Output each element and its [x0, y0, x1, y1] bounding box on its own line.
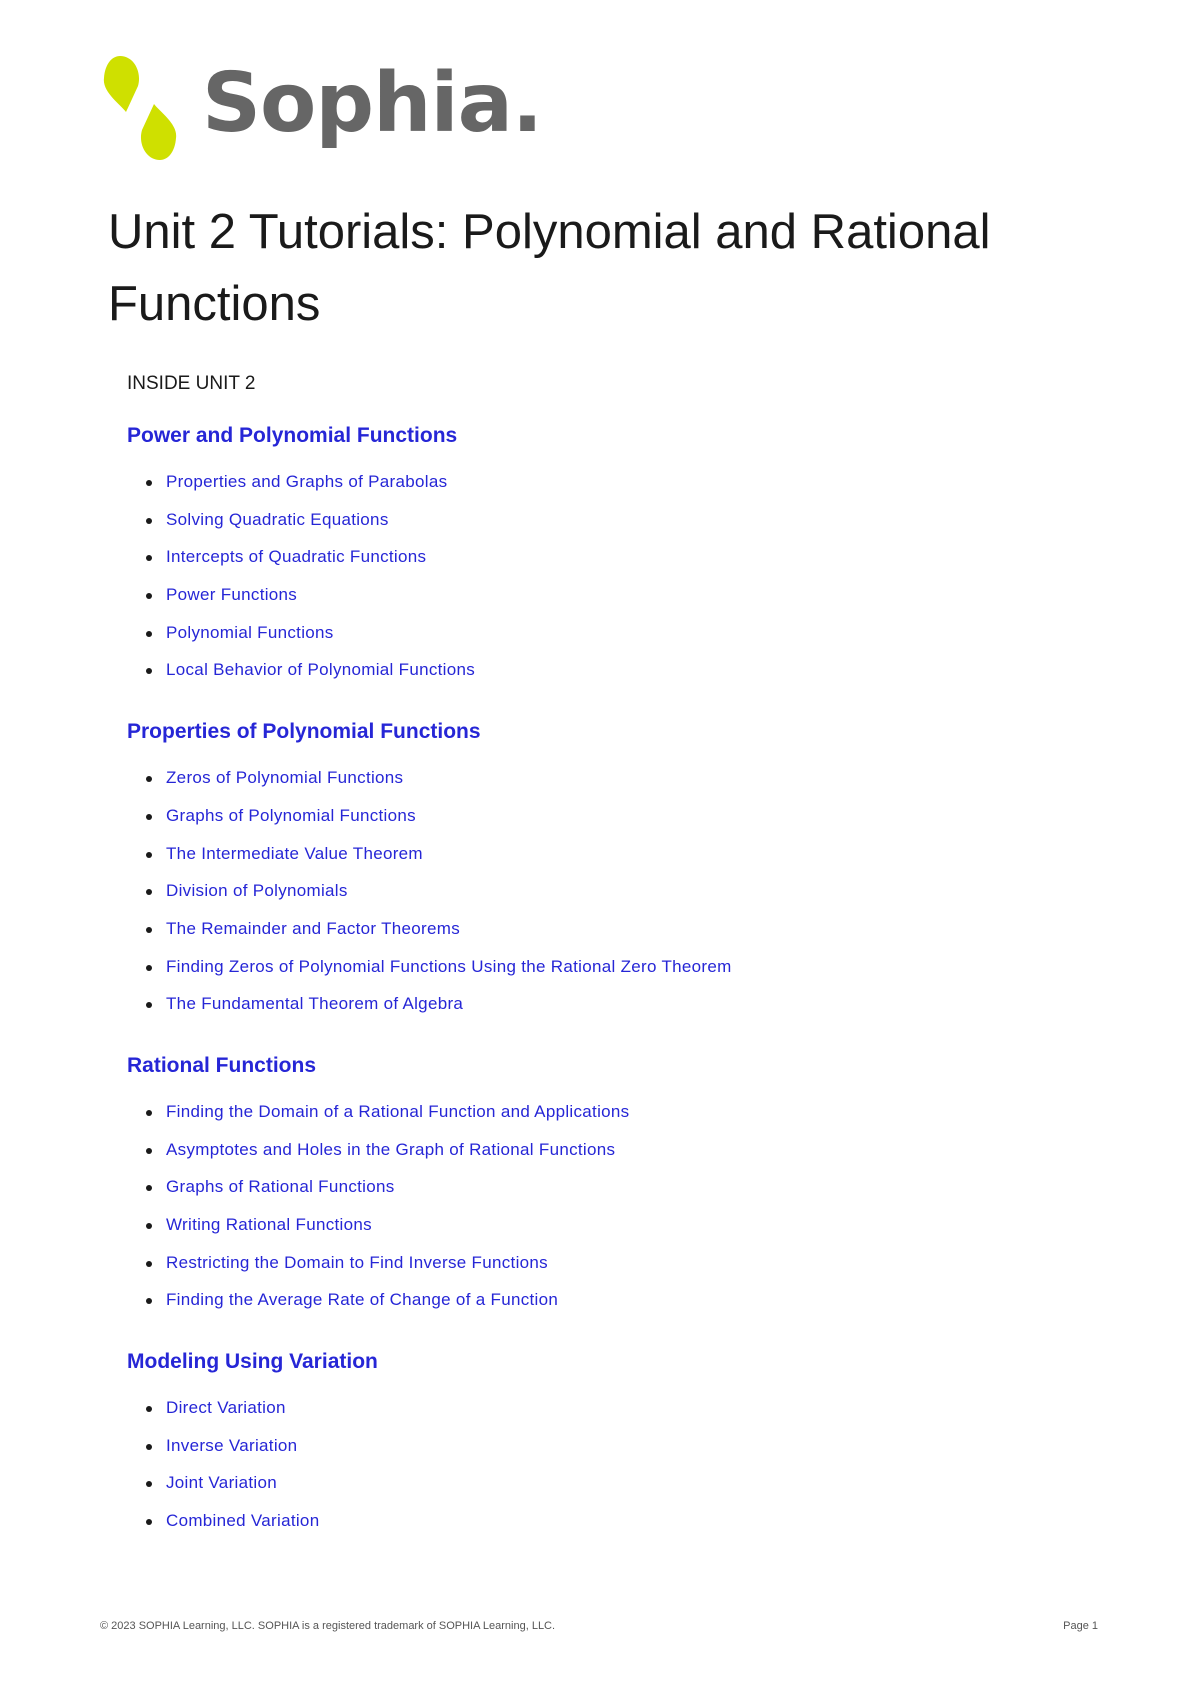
bullet-icon: [146, 480, 152, 486]
bullet-icon: [146, 1444, 152, 1450]
list-item: [127, 804, 1127, 842]
footer-copyright: © 2023 SOPHIA Learning, LLC. SOPHIA is a registered trademark of SOPHIA Learning, LLC.: [100, 1620, 556, 1632]
sophia-logo-mark-icon: [100, 54, 180, 162]
tutorial-link[interactable]: Local Behavior of Polynomial Functions: [166, 660, 476, 680]
tutorial-link[interactable]: Finding the Average Rate of Change of a Function: [166, 1290, 559, 1310]
tutorial-link[interactable]: Solving Quadratic Equations: [166, 509, 389, 529]
bullet-icon: [146, 1110, 152, 1116]
section-heading-link[interactable]: Modeling Using Variation: [127, 1350, 378, 1374]
section-heading-link[interactable]: Rational Functions: [127, 1053, 316, 1077]
section-heading-link[interactable]: Power and Polynomial Functions: [127, 424, 458, 447]
bullet-icon: [146, 889, 152, 895]
list-item: [127, 1138, 1127, 1176]
tutorial-link[interactable]: Finding the Domain of a Rational Function and Applications: [166, 1101, 630, 1121]
bullet-icon: [146, 1406, 152, 1412]
tutorial-link[interactable]: The Fundamental Theorem of Algebra: [166, 994, 464, 1014]
inside-unit-label: INSIDE UNIT 2: [127, 373, 256, 394]
tutorial-link[interactable]: The Intermediate Value Theorem: [166, 843, 423, 863]
section-power-polynomial: [127, 422, 1127, 696]
bullet-icon: [146, 1261, 152, 1267]
list-item: [127, 583, 1127, 621]
tutorial-list: [127, 1396, 1127, 1547]
bullet-icon: [146, 1185, 152, 1191]
unit-contents: [127, 372, 1127, 1569]
list-item: [127, 1175, 1127, 1213]
list-item: [127, 658, 1127, 696]
list-item: [127, 917, 1127, 955]
page-title: Unit 2 Tutorials: Polynomial and Rational Functions: [108, 205, 991, 331]
section-rational-functions: [127, 1052, 1127, 1326]
tutorial-list: [127, 1100, 1127, 1326]
section-heading-link[interactable]: Properties of Polynomial Functions: [127, 720, 481, 744]
bullet-icon: [146, 1223, 152, 1229]
bullet-icon: [146, 852, 152, 858]
list-item: [127, 1471, 1127, 1509]
bullet-icon: [146, 1481, 152, 1487]
list-item: [127, 1434, 1127, 1472]
bullet-icon: [146, 776, 152, 782]
section-modeling-variation: [127, 1348, 1127, 1547]
bullet-icon: [146, 518, 152, 524]
bullet-icon: [146, 631, 152, 637]
bullet-icon: [146, 555, 152, 561]
bullet-icon: [146, 1298, 152, 1304]
tutorial-link[interactable]: Graphs of Rational Functions: [166, 1177, 395, 1197]
list-item: [127, 842, 1127, 880]
tutorial-link[interactable]: Polynomial Functions: [166, 622, 334, 642]
section-properties-polynomial: [127, 718, 1127, 1030]
bullet-icon: [146, 1002, 152, 1008]
footer-page-number: Page 1: [1063, 1620, 1098, 1632]
tutorial-link[interactable]: Joint Variation: [166, 1473, 277, 1493]
tutorial-link[interactable]: Graphs of Polynomial Functions: [166, 805, 416, 825]
list-item: [127, 992, 1127, 1030]
sophia-logo[interactable]: [100, 52, 542, 164]
list-item: [127, 621, 1127, 659]
tutorial-link[interactable]: Power Functions: [166, 585, 298, 605]
tutorial-link[interactable]: Writing Rational Functions: [166, 1215, 372, 1234]
bullet-icon: [146, 1148, 152, 1154]
list-item: [127, 1396, 1127, 1434]
tutorial-link[interactable]: Asymptotes and Holes in the Graph of Rational Functions: [166, 1139, 616, 1159]
bullet-icon: [146, 593, 152, 599]
bullet-icon: [146, 927, 152, 933]
sophia-wordmark: Sophia.: [202, 56, 543, 151]
bullet-icon: [146, 814, 152, 820]
tutorial-link[interactable]: The Remainder and Factor Theorems: [166, 918, 460, 938]
bullet-icon: [146, 1519, 152, 1525]
tutorial-link[interactable]: Restricting the Domain to Find Inverse Functions: [166, 1252, 548, 1272]
tutorial-link[interactable]: Zeros of Polynomial Functions: [166, 768, 404, 788]
tutorial-link[interactable]: Division of Polynomials: [166, 881, 348, 901]
tutorial-list: [127, 470, 1127, 696]
tutorial-link[interactable]: Intercepts of Quadratic Functions: [166, 547, 427, 567]
tutorial-list: [127, 766, 1127, 1030]
list-item: [127, 1251, 1127, 1289]
list-item: [127, 1288, 1127, 1326]
bullet-icon: [146, 965, 152, 971]
tutorial-link[interactable]: Direct Variation: [166, 1398, 286, 1418]
list-item: [127, 1509, 1127, 1547]
list-item: [127, 1213, 1127, 1251]
list-item: [127, 766, 1127, 804]
tutorial-link[interactable]: Inverse Variation: [166, 1435, 298, 1455]
list-item: [127, 470, 1127, 508]
tutorial-link[interactable]: Properties and Graphs of Parabolas: [166, 472, 448, 491]
list-item: [127, 545, 1127, 583]
list-item: [127, 1100, 1127, 1138]
list-item: [127, 879, 1127, 917]
tutorial-link[interactable]: Finding Zeros of Polynomial Functions Using the Rational Zero Theorem: [166, 956, 732, 976]
list-item: [127, 955, 1127, 993]
tutorial-link[interactable]: Combined Variation: [166, 1511, 320, 1531]
list-item: [127, 508, 1127, 546]
bullet-icon: [146, 668, 152, 674]
